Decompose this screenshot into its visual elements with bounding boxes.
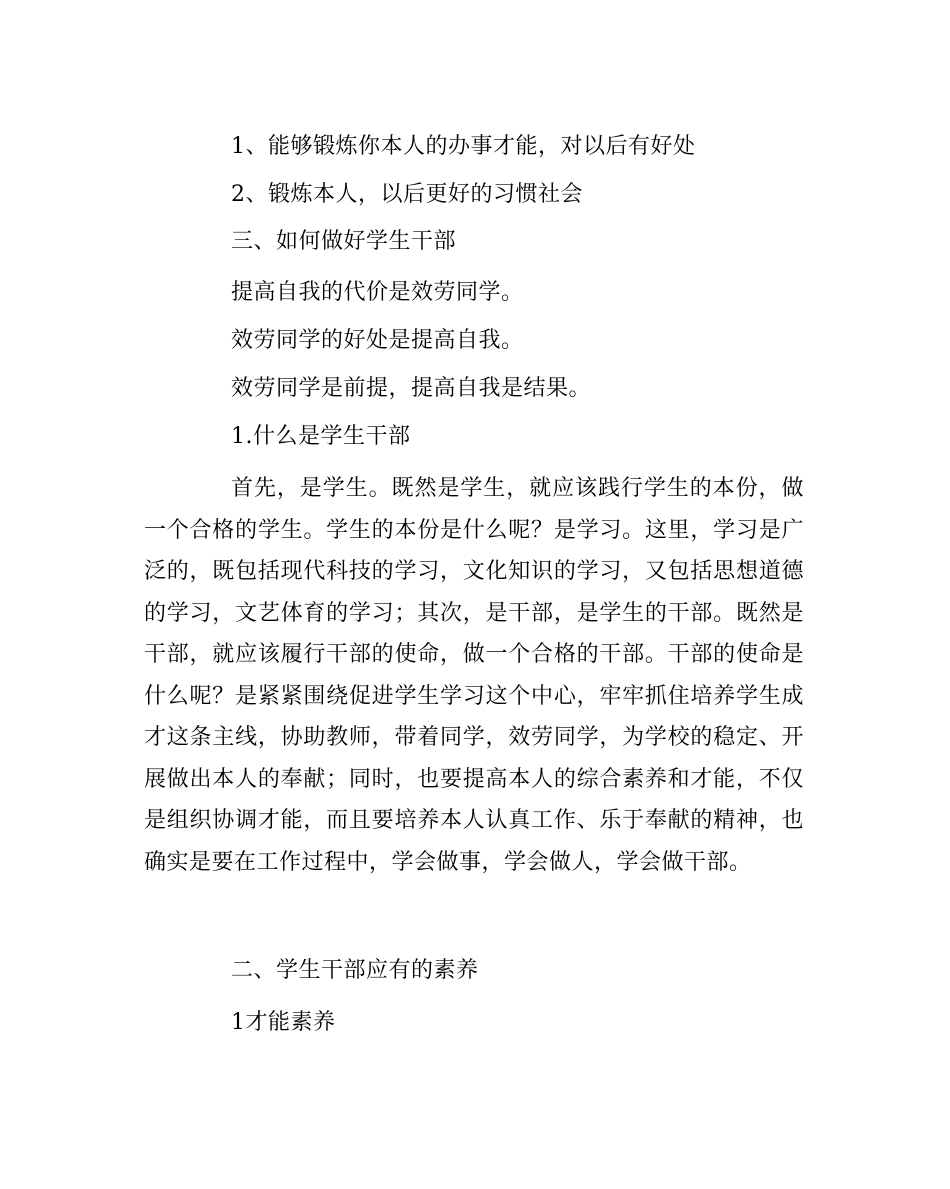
statement-line-3: 效劳同学是前提，提高自我是结果。 <box>231 376 592 401</box>
list-item-2: 2、锻炼本人，以后更好的习惯社会 <box>231 182 583 207</box>
body-paragraph: 首先，是学生。既然是学生，就应该践行学生的本份，做一个合格的学生。学生的本份是什么呢？是学习。这里，学习是广泛的，既包括现代科技的学习，文化知识的学习，又包括思想道德的学习，文艺体育的学习；其次，是干部，是学生的干部。既然是干部，就应该履行干部的使命，做一个合格的干部。干部的使命是什么呢？是紧紧围绕促进学生学习这个中心，牢牢抓住培养学生成才这条主线，协助教师，带着同学，效劳同学，为学校的稳定、开展做出本人的奉献；同时，也要提高本人的综合素养和才能，不仅是组织协调才能，而且要培养本人认真工作、乐于奉献的精神，也确实是要在工作过程中，学会做事，学会做人，学会做干部。 <box>144 476 804 875</box>
list-item-1: 1、能够锻炼你本人的办事才能，对以后有好处 <box>231 134 696 159</box>
subheading-ability: 1才能素养 <box>231 1010 336 1035</box>
section-heading-3: 三、如何做好学生干部 <box>231 229 457 254</box>
subheading-what-is-cadre: 1.什么是学生干部 <box>231 424 411 449</box>
section-heading-2: 二、学生干部应有的素养 <box>231 958 479 983</box>
statement-line-2: 效劳同学的好处是提高自我。 <box>231 328 524 353</box>
statement-line-1: 提高自我的代价是效劳同学。 <box>231 280 524 305</box>
